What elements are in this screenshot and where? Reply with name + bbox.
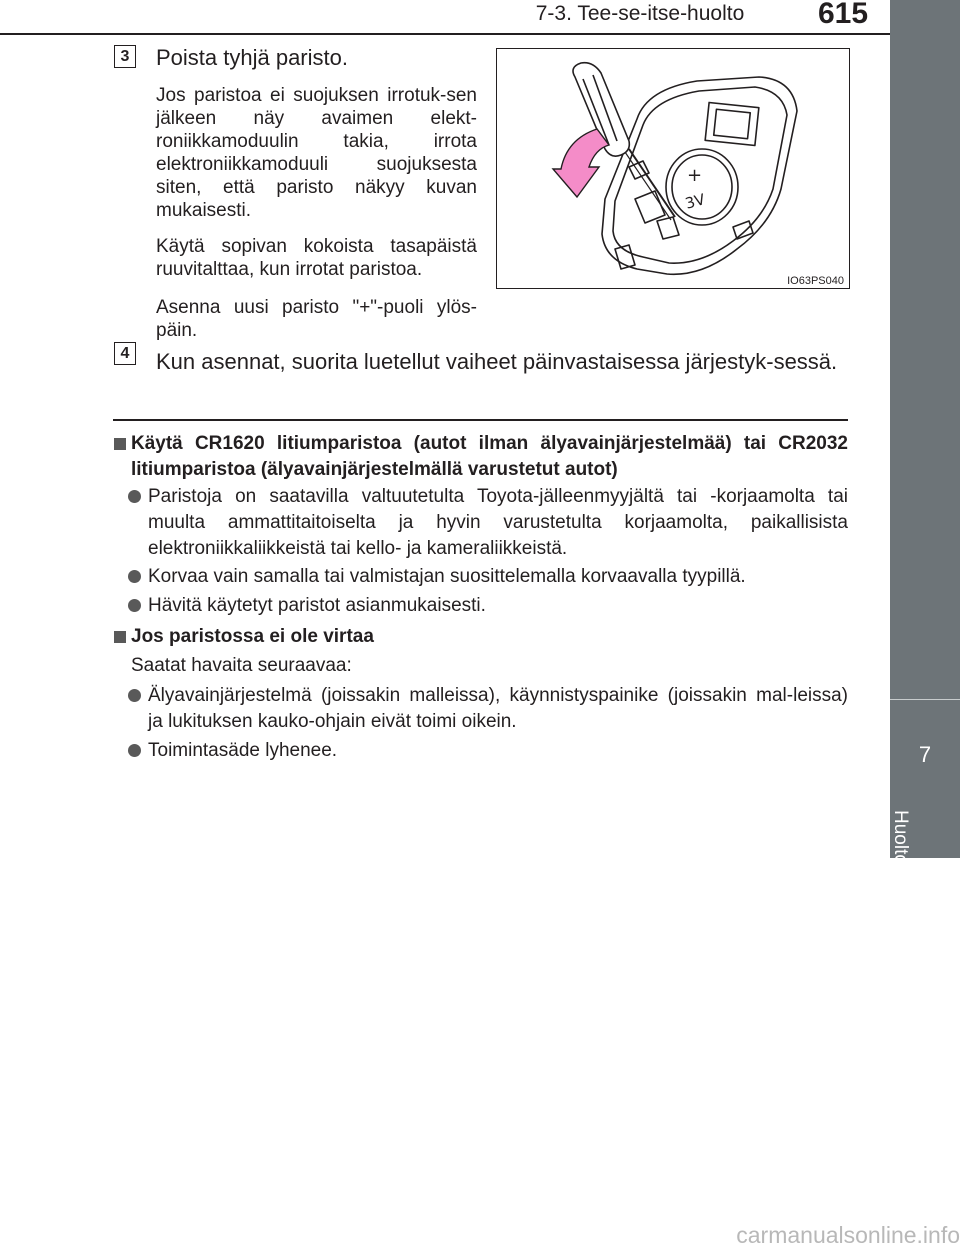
step-3-paragraph-3: Asenna uusi paristo "+"-puoli ylös-päin. bbox=[156, 297, 477, 341]
bullet-dot bbox=[128, 490, 141, 503]
section-1-bullet-2: Korvaa vain samalla tai valmistajan suosittelemalla korvaavalla tyypillä. bbox=[148, 566, 746, 587]
section-2-square-bullet bbox=[114, 631, 126, 643]
section-1-bullet-1: Paristoja on saatavilla valtuutetulta Toyota-jälleenmyyjältä tai -korjaamolta tai muulta ammattitaitoiselta ja hyvin varustetulta korjaamolta, paikallisista elektroniikkaliikkeistä tai kello- ja kameraliikkeistä. bbox=[148, 486, 848, 559]
chapter-tab bbox=[890, 0, 960, 858]
chapter-tab-divider bbox=[890, 699, 960, 700]
key-fob-drawing bbox=[497, 49, 849, 288]
section-1-heading: Käytä CR1620 litiumparistoa (autot ilman älyavainjärjestelmää) tai CR2032 litiumparistoa (älyavainjärjestelmällä varustetut autot) bbox=[131, 433, 848, 480]
step-4-marker: 4 bbox=[114, 342, 136, 365]
illustration-code: IO63PS040 bbox=[787, 275, 844, 287]
section-1-square-bullet bbox=[114, 438, 126, 450]
section-title: 7-3. Tee-se-itse-huolto bbox=[535, 2, 745, 25]
battery-removal-illustration bbox=[496, 48, 850, 289]
page-number: 615 bbox=[817, 0, 869, 30]
section-rule bbox=[113, 419, 848, 421]
section-2-bullet-1: Älyavainjärjestelmä (joissakin malleissa), käynnistyspainike (joissakin mal-leissa) ja lukituksen kauko-ohjain eivät toimi oikein. bbox=[148, 685, 848, 732]
bullet-dot bbox=[128, 689, 141, 702]
step-4-text: Kun asennat, suorita luetellut vaiheet päinvastaisessa järjestyk-sessä. bbox=[156, 349, 838, 374]
rotation-arrow bbox=[553, 129, 609, 197]
watermark: carmanualsonline.info bbox=[736, 1222, 960, 1248]
step-3-paragraph-2: Käytä sopivan kokoista tasapäistä ruuvitalttaa, kun irrotat paristoa. bbox=[156, 236, 477, 280]
section-2-intro: Saatat havaita seuraavaa: bbox=[131, 655, 352, 676]
chapter-number: 7 bbox=[918, 742, 932, 767]
bullet-dot bbox=[128, 570, 141, 583]
battery-voltage-label: 3V bbox=[683, 190, 707, 213]
section-2-bullet-2: Toimintasäde lyhenee. bbox=[148, 740, 338, 761]
chapter-label: Huolto ja hoito bbox=[890, 810, 911, 932]
header-rule bbox=[0, 33, 890, 35]
step-3-paragraph-1: Jos paristoa ei suojuksen irrotuk-sen jälkeen näy avaimen elekt-roniikkamoduulin takia, irrota elektroniikkamoduuli suojuksesta siten, että paristo näkyy kuvan mukaisesti. bbox=[156, 85, 477, 221]
battery-plus-mark: + bbox=[687, 165, 703, 186]
step-3-marker: 3 bbox=[114, 45, 136, 68]
bullet-dot bbox=[128, 744, 141, 757]
section-2-heading: Jos paristossa ei ole virtaa bbox=[131, 626, 374, 647]
step-3-title: Poista tyhjä paristo. bbox=[156, 45, 348, 70]
bullet-dot bbox=[128, 599, 141, 612]
section-1-bullet-3: Hävitä käytetyt paristot asianmukaisesti. bbox=[148, 595, 486, 616]
